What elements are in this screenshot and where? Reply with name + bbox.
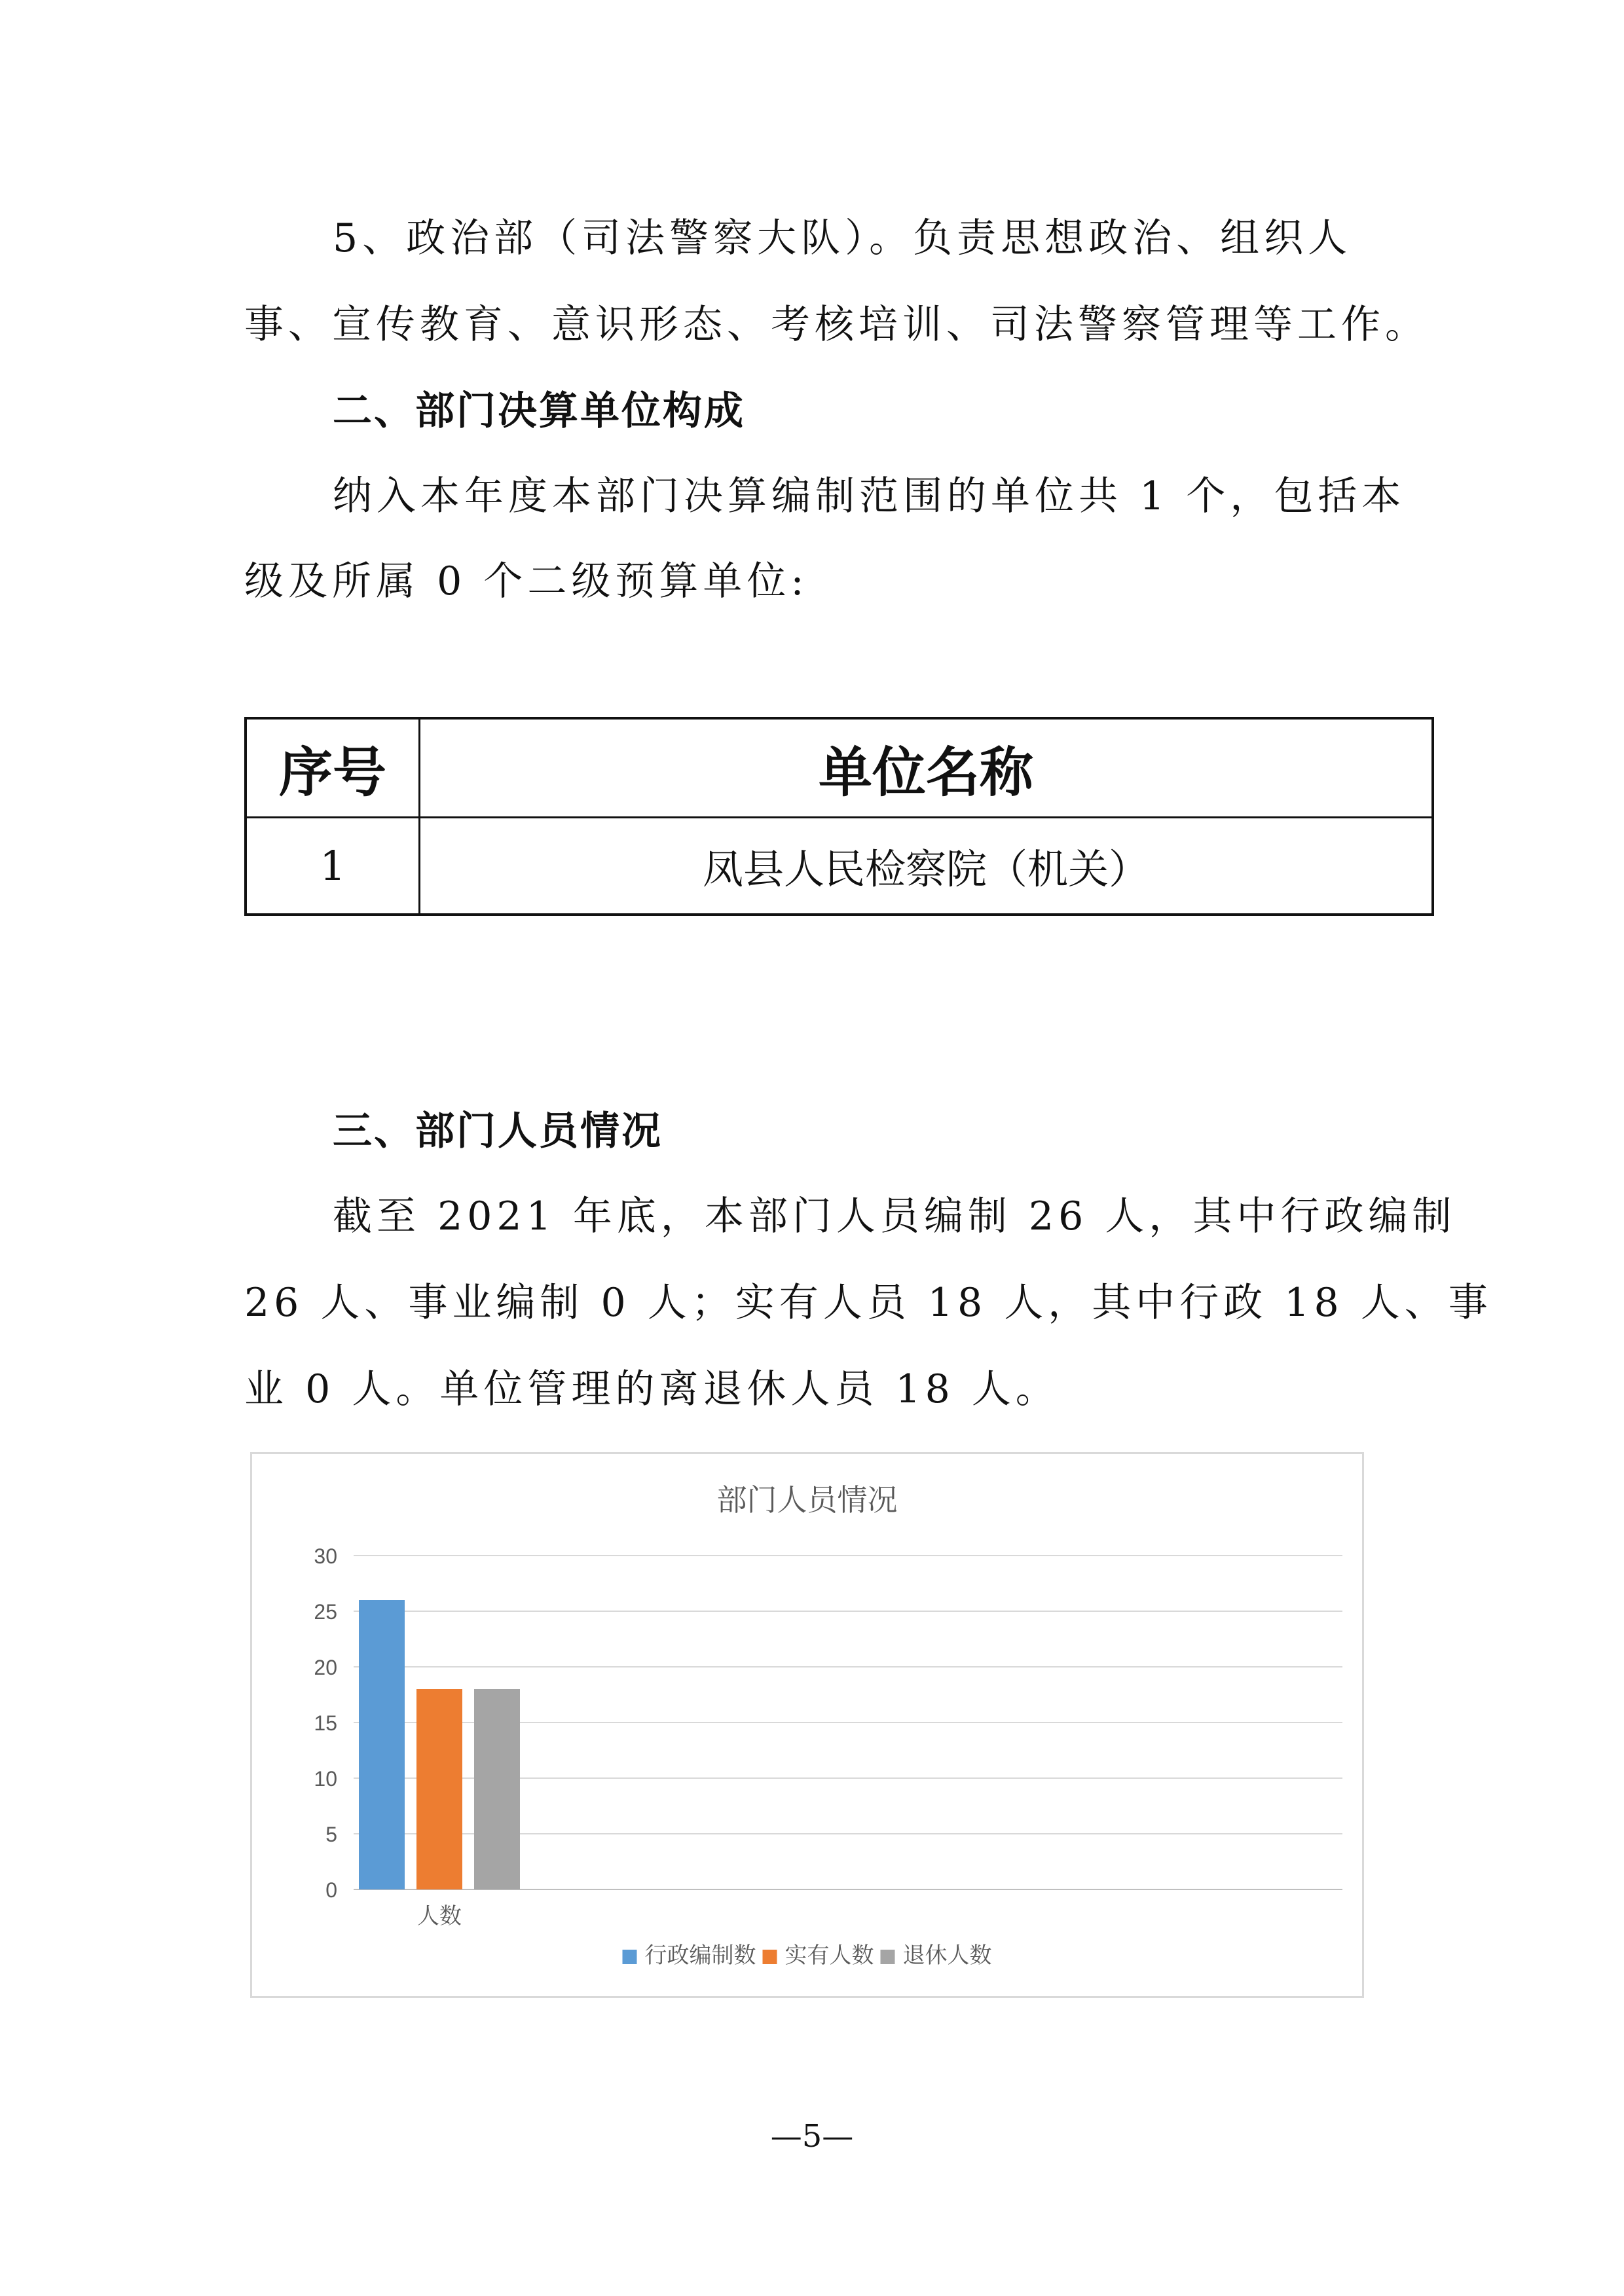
paragraph-line: 截至 2021 年底，本部门人员编制 26 人，其中行政编制	[333, 1194, 1456, 1239]
y-tick-label: 5	[325, 1823, 337, 1846]
legend-swatch	[763, 1950, 777, 1964]
paragraph-line: 5、政治部（司法警察大队）。负责思想政治、组织人	[333, 215, 1352, 261]
section-heading-staff: 三、部门人员情况	[333, 1108, 663, 1154]
y-tick-label: 20	[314, 1656, 337, 1679]
table-header-unit-name: 单位名称	[818, 741, 1033, 804]
chart-plot	[252, 1454, 1362, 1996]
page-number: —5—	[770, 2118, 854, 2155]
legend-label: 实有人数	[784, 1943, 874, 1968]
staff-chart	[250, 1452, 1364, 1998]
bar-3	[474, 1689, 520, 1889]
section-heading-units: 二、部门决算单位构成	[333, 388, 745, 434]
table-header-index: 序号	[278, 741, 386, 804]
paragraph-line: 事、宣传教育、意识形态、考核培训、司法警察管理等工作。	[244, 302, 1429, 348]
paragraph-line: 26 人、事业编制 0 人；实有人员 18 人，其中行政 18 人、事	[244, 1280, 1492, 1326]
table-cell-unit-name: 凤县人民检察院（机关）	[702, 845, 1149, 893]
y-tick-label: 25	[314, 1600, 337, 1624]
x-category-label: 人数	[417, 1904, 462, 1929]
legend-label: 退休人数	[902, 1943, 992, 1968]
y-tick-label: 30	[314, 1544, 337, 1568]
bar-1	[359, 1600, 405, 1889]
table-cell-index: 1	[320, 842, 346, 890]
y-tick-label: 10	[314, 1767, 337, 1791]
chart-title: 部门人员情况	[716, 1482, 898, 1518]
legend-swatch	[881, 1950, 895, 1964]
legend-swatch	[623, 1950, 637, 1964]
legend-label: 行政编制数	[644, 1943, 756, 1968]
y-tick-label: 15	[314, 1711, 337, 1735]
unit-table	[244, 717, 1434, 916]
y-tick-label: 0	[325, 1878, 337, 1902]
paragraph-line: 业 0 人。单位管理的离退休人员 18 人。	[244, 1366, 1060, 1412]
bar-2	[416, 1689, 462, 1889]
paragraph-line: 级及所属 0 个二级预算单位:	[244, 558, 809, 604]
paragraph-line: 纳入本年度本部门决算编制范围的单位共 1 个，包括本	[333, 473, 1406, 519]
